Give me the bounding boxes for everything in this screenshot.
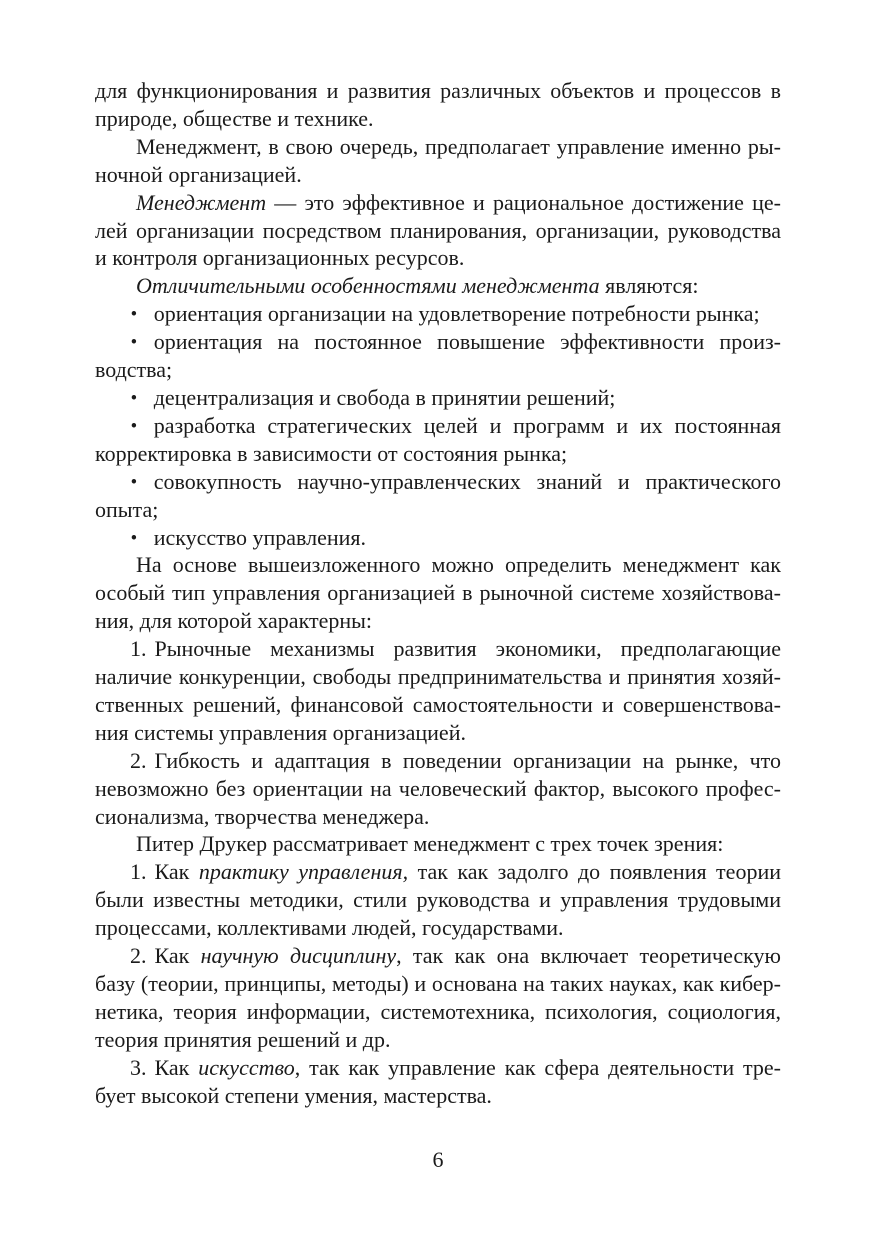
bullet-marker: • [130, 303, 138, 325]
bullet-marker: • [130, 470, 138, 492]
item-number: 2. [130, 747, 147, 773]
paragraph [95, 133, 781, 189]
numbered-item [95, 635, 781, 747]
item-number: 3. [130, 1054, 147, 1080]
page-footer [0, 1148, 876, 1172]
text-run: Как [154, 1054, 199, 1080]
emphasized-text: научную дисциплину [200, 943, 397, 969]
text-run: так как задолго до появления теории были известны методики, стили руководства и управления трудовыми процессами, коллективами людей, государствами. [95, 859, 781, 941]
text-run: Как [154, 859, 199, 885]
text-run: На основе вышеизложенного можно определить менеджмент как особый тип управления организацией в рыночной системе хозяйствования, для которой характерны: [95, 552, 781, 634]
bullet-marker: • [130, 331, 138, 353]
bullet-item [95, 300, 781, 328]
bullet-item [95, 468, 781, 524]
text-run: , так как она включает теоретическую базу (теории, принципы, методы) и основана на таких науках, как кибернетика, теория информации, системотехника, психология, социология, теория принятия решений и др. [95, 943, 781, 1052]
text-run: Гибкость и адаптация в поведении организации на рынке, что невозможно без ориентации на человеческий фактор, высокого профессионализма, творчества менеджера. [95, 747, 781, 829]
paragraph [95, 77, 781, 133]
item-number: 1. [130, 636, 147, 662]
text-content [95, 77, 781, 1110]
bullet-item [95, 524, 781, 552]
numbered-item [95, 942, 781, 1054]
bullet-marker: • [130, 526, 138, 548]
text-run: ориентация на постоянное повышение эффективности производства; [95, 329, 781, 383]
numbered-item [95, 858, 781, 942]
text-run: искусство управления. [153, 524, 367, 550]
text-run: Питер Друкер рассматривает менеджмент с трех точек зрения: [136, 831, 724, 857]
bullet-item [95, 328, 781, 384]
paragraph [95, 272, 781, 300]
text-run: разработка стратегических целей и программ и их постоянная корректировка в зависимости от состояния рынка; [95, 412, 781, 466]
text-run: являются: [599, 273, 699, 299]
emphasized-text: Отличительными особенностями менеджмента [136, 273, 600, 299]
text-run: , так как управление как сфера деятельности требует высокой степени умения, мастерства. [95, 1054, 781, 1108]
paragraph [95, 189, 781, 273]
item-number: 2. [130, 943, 147, 969]
bullet-item [95, 412, 781, 468]
paragraph [95, 830, 781, 858]
text-run: Рыночные механизмы развития экономики, предполагающие наличие конкуренции, свободы предпринимательства и принятия хозяйственных решений, финансовой самостоятельности и совершенствования системы управления организацией. [95, 636, 781, 745]
text-run: Как [154, 943, 201, 969]
text-run: — это эффективное и рациональное достижение целей организации посредством планирования, организации, руководства и контроля организационных ресурсов. [95, 189, 781, 271]
item-number: 1. [130, 859, 147, 885]
emphasized-text: искусство [198, 1054, 295, 1080]
text-run: Менеджмент, в свою очередь, предполагает управление именно рыночной организацией. [95, 133, 781, 187]
numbered-item [95, 747, 781, 831]
text-run: ориентация организации на удовлетворение потребности рынка; [153, 301, 760, 327]
bullet-marker: • [130, 386, 138, 409]
numbered-item [95, 1054, 781, 1110]
paragraph [95, 551, 781, 635]
emphasized-text: Менеджмент [136, 189, 267, 215]
text-run: для функционирования и развития различных объектов и процессов в природе, обществе и технике. [95, 78, 781, 131]
bullet-marker: • [130, 414, 138, 437]
page-number: 6 [432, 1147, 444, 1172]
bullet-item [95, 384, 781, 412]
text-run: совокупность научно-управленческих знаний и практического опыта; [95, 468, 781, 522]
text-run: децентрализация и свобода в принятии решений; [153, 384, 616, 410]
emphasized-text: практику управления, [198, 859, 409, 885]
